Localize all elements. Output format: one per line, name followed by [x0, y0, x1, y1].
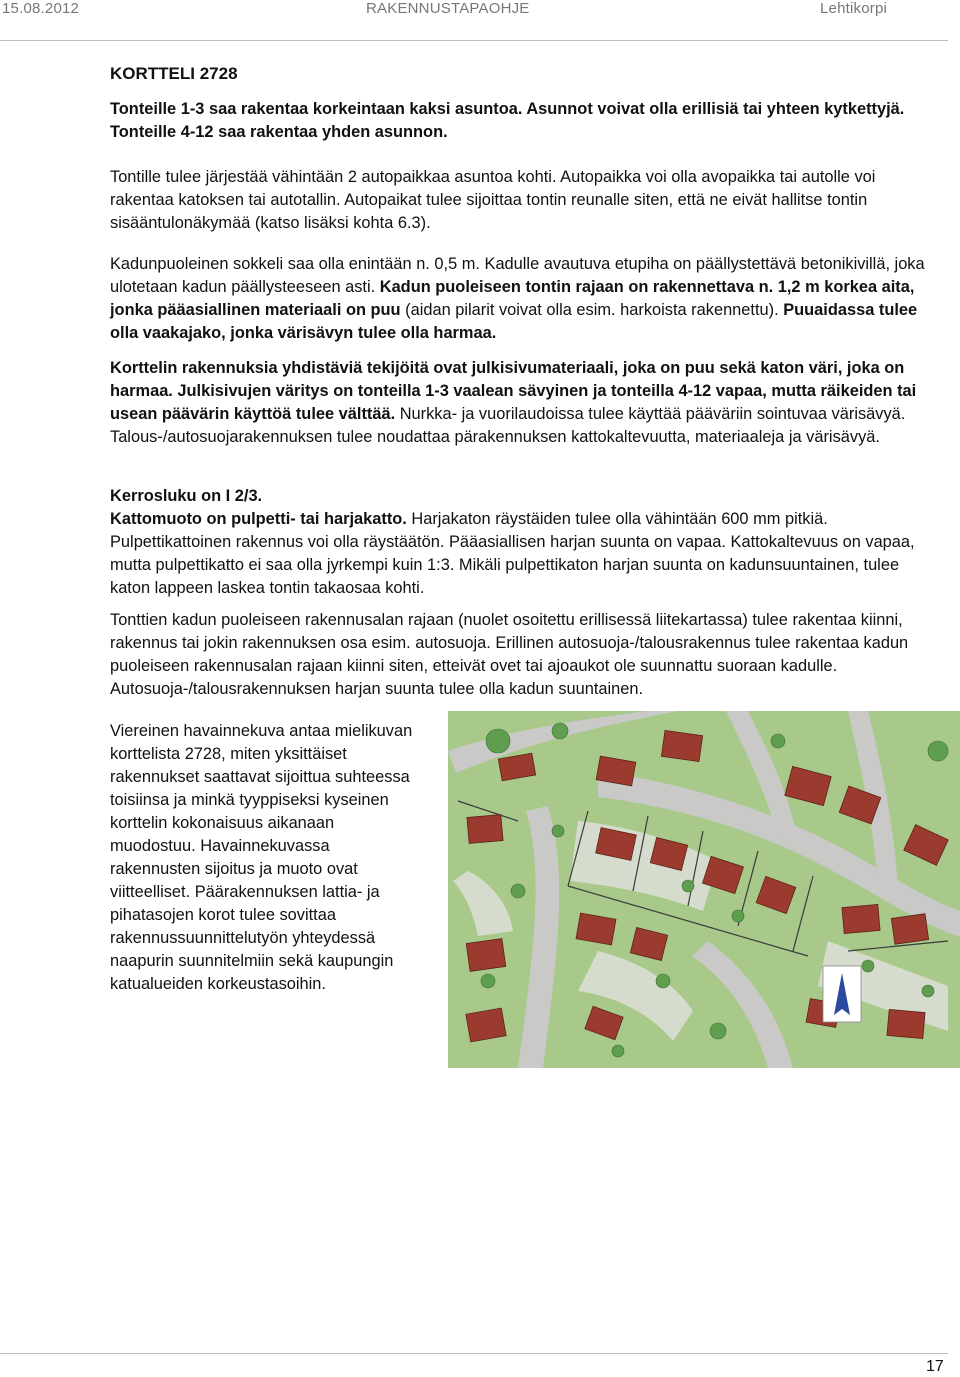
block-title: KORTTELI 2728: [110, 64, 238, 83]
tree: [481, 974, 495, 988]
street-front-text-2: Kadun puoleiseen tontin rajaan on rakennettava n. 1,2 m korkea aita, jonka pääasiallinen materiaali on puu: [110, 278, 915, 319]
tree: [552, 723, 568, 739]
tree: [511, 884, 525, 898]
tree: [862, 960, 874, 972]
building-line-text: Tonttien kadun puoleiseen rakennusalan rajaan (nuolet osoitettu erillisessä liitekartassa) tulee rakentaa kiinni, rakennus tai jokin rakennuksen osa esim. autosuoja. Erillinen autosuoja-/talousrakennus tulee rakentaa kadun puoleiseen rakennusalan rajaan kiinni siten, etteivät ovet tai ajoaukot ole suunnattu suoraan kadulle. Autosuoja-/talousrakennuksen harjan suunta tulee olla kadun suuntainen.: [110, 611, 909, 698]
tree: [612, 1045, 624, 1057]
paragraph-facades: [110, 357, 930, 449]
roof-details-text: Harjakaton räystäiden tulee olla vähintään 600 mm pitkiä. Pulpettikattoinen rakennus voi olla räystäätön. Pääasiallisen harjan suunta on vapaa. Kattokaltevuus on vapaa, mutta pulpettikatto ei saa olla jyrkempi kuin 1:3. Mikäli pulpettikaton harjan suunta on kadunsuuntainen, tulee katon lappeen laskea tontin takaosaa kohti.: [110, 510, 915, 597]
street-front-text-3: (aidan pilarit voivat olla esim. harkoista rakennettu).: [400, 301, 784, 319]
facades-text-1: Korttelin rakennuksia yhdistäviä tekijöitä ovat julkisivumateriaali, joka on puu sekä katon väri, joka on harmaa. Julkisivujen väritys on tonteilla 1-3 vaalean sävyinen ja tonteilla 4-12 vapaa, mutta räikeiden tai usean päävärin käyttöä tulee välttää.: [110, 359, 917, 423]
street-front-text-1: Kadunpuoleinen sokkeli saa olla enintään n. 0,5 m. Kadulle avautuva etupiha on päällystettävä betonikivillä, joka ulotetaan kadun päällysteeseen asti.: [110, 255, 925, 296]
tree: [928, 741, 948, 761]
tree: [922, 985, 934, 997]
tree: [682, 880, 694, 892]
illustration-caption: Viereinen havainnekuva antaa mielikuvan korttelista 2728, miten yksittäiset rakennukset saattavat sijoittua suhteessa toisiinsa ja minkä tyyppiseksi kyseinen korttelin kokonaisuus aikanaan muodostuu. Havainnekuvassa rakennusten sijoitus ja muoto ovat viitteelliset. Päärakennuksen lattia- ja pihatasojen korot tulee sovittaa rakennussuunnittelutyön yhteydessä naapurin suunnitelmiin sekä kaupungin katualueiden korkeustasoihin.: [110, 722, 413, 993]
tree: [552, 825, 564, 837]
header-divider: [0, 40, 948, 41]
roof: [887, 1009, 925, 1038]
roof: [661, 730, 702, 761]
roof: [466, 939, 506, 972]
footer-divider: [0, 1353, 948, 1354]
roof: [842, 904, 880, 933]
header-title: RAKENNUSTAPAOHJE: [366, 0, 530, 17]
page-number: 17: [926, 1358, 944, 1375]
facades-text-2: Nurkka- ja vuorilaudoissa tulee käyttää pääväriin sointuvaa värisävyä. Talous-/autosuojarakennuksen tulee noudattaa pärakennuksen kattokaltevuutta, materiaaleja ja värisävyä.: [110, 405, 906, 446]
floor-count-text: Kerrosluku on I 2/3.: [110, 487, 263, 505]
paragraph-building-line: [110, 609, 930, 701]
page-header: [0, 0, 960, 40]
roof: [466, 1008, 506, 1042]
tree: [710, 1023, 726, 1039]
paragraph-street-front: [110, 253, 930, 345]
dwellings-text: Tonteille 1-3 saa rakentaa korkeintaan kaksi asuntoa. Asunnot voivat olla erillisiä tai yhteen kytkettyjä. Tonteille 4-12 saa rakentaa yhden asunnon.: [110, 100, 905, 141]
roof-type-text: Kattomuoto on pulpetti- tai harjakatto.: [110, 510, 407, 528]
street-front-text-4: Puuaidassa tulee olla vaakajako, jonka värisävyn tulee olla harmaa.: [110, 301, 918, 342]
site-map-graphic: [448, 711, 960, 1068]
paragraph-dwellings: [110, 98, 930, 144]
site-illustration: [448, 711, 960, 1068]
roof: [467, 815, 503, 844]
header-date: 15.08.2012: [2, 0, 80, 17]
tree: [656, 974, 670, 988]
tree: [771, 734, 785, 748]
tree: [486, 729, 510, 753]
parking-text: Tontille tulee järjestää vähintään 2 autopaikkaa asuntoa kohti. Autopaikka voi olla avopaikka tai autolle voi rakentaa katoksen tai autotallin. Autopaikat tulee sijoittaa tontin reunalle siten, että ne eivät hallitse tontin sisääntulonäkymää (katso lisäksi kohta 6.3).: [110, 168, 876, 232]
tree: [732, 910, 744, 922]
paragraph-parking: [110, 166, 930, 235]
header-location: Lehtikorpi: [820, 0, 888, 17]
roof: [891, 914, 928, 944]
paragraph-roof: [110, 485, 930, 600]
